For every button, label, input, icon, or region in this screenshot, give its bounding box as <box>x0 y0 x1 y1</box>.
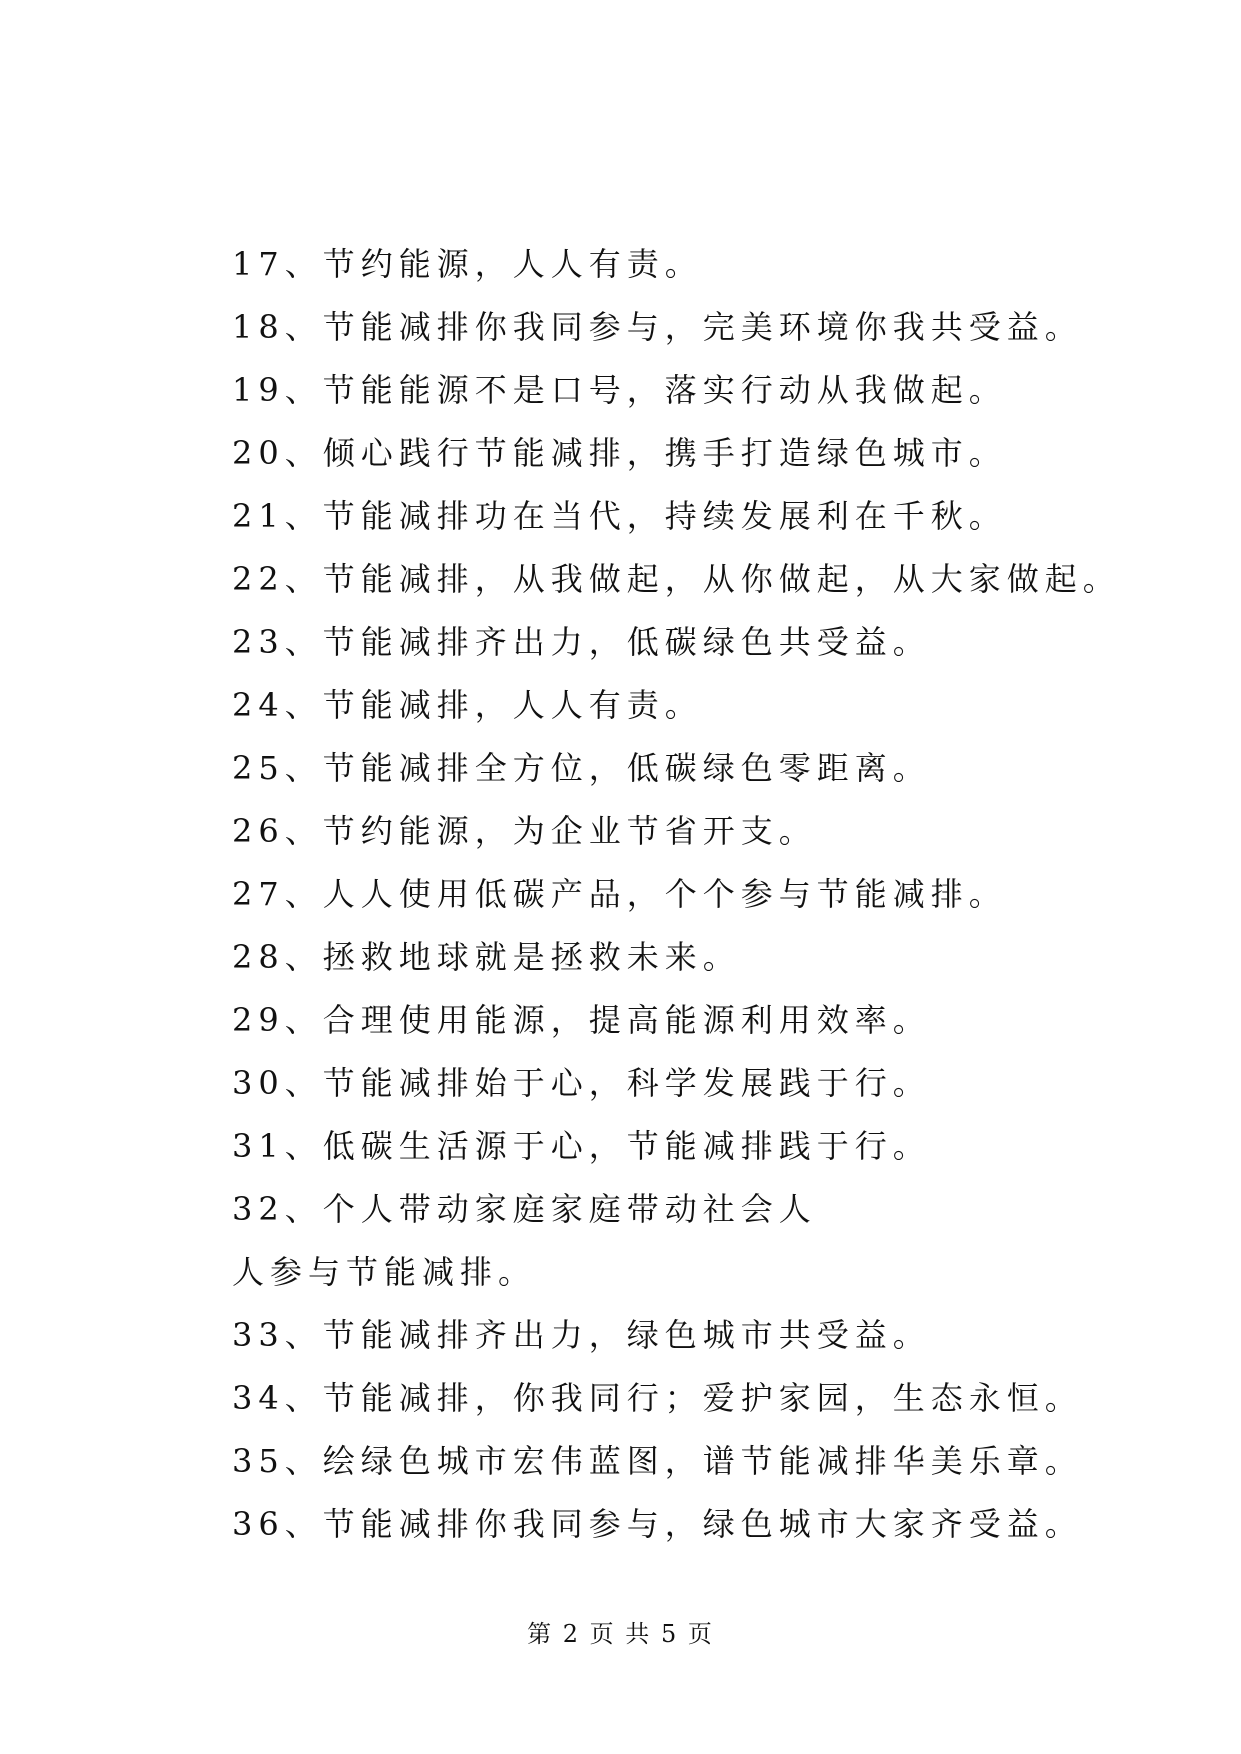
slogan-line-36: 36、节能减排你我同参与，绿色城市大家齐受益。 <box>232 1505 1083 1543</box>
slogan-list <box>232 233 1121 1556</box>
slogan-line-25: 25、节能减排全方位，低碳绿色零距离。 <box>232 749 931 787</box>
slogan-line-32-continued: 人参与节能减排。 <box>232 1253 537 1291</box>
slogan-line-22: 22、节能减排，从我做起，从你做起，从大家做起。 <box>232 560 1121 598</box>
slogan-line-35: 35、绘绿色城市宏伟蓝图，谱节能减排华美乐章。 <box>232 1442 1083 1480</box>
slogan-line-17: 17、节约能源，人人有责。 <box>232 245 703 283</box>
slogan-line-27: 27、人人使用低碳产品，个个参与节能减排。 <box>232 875 1007 913</box>
slogan-line-23: 23、节能减排齐出力，低碳绿色共受益。 <box>232 623 931 661</box>
slogan-line-18: 18、节能减排你我同参与，完美环境你我共受益。 <box>232 308 1083 346</box>
slogan-line-32: 32、个人带动家庭家庭带动社会人 <box>232 1190 817 1228</box>
page-number-footer: 第 2 页 共 5 页 <box>527 1620 714 1648</box>
slogan-line-21: 21、节能减排功在当代，持续发展利在千秋。 <box>232 497 1007 535</box>
slogan-line-30: 30、节能减排始于心，科学发展践于行。 <box>232 1064 931 1102</box>
slogan-line-28: 28、拯救地球就是拯救未来。 <box>232 938 741 976</box>
slogan-line-34: 34、节能减排，你我同行；爱护家园，生态永恒。 <box>232 1379 1083 1417</box>
slogan-line-26: 26、节约能源，为企业节省开支。 <box>232 812 817 850</box>
slogan-line-19: 19、节能能源不是口号，落实行动从我做起。 <box>232 371 1007 409</box>
slogan-line-20: 20、倾心践行节能减排，携手打造绿色城市。 <box>232 434 1007 472</box>
slogan-line-33: 33、节能减排齐出力，绿色城市共受益。 <box>232 1316 931 1354</box>
slogan-line-29: 29、合理使用能源，提高能源利用效率。 <box>232 1001 931 1039</box>
slogan-line-24: 24、节能减排，人人有责。 <box>232 686 703 724</box>
slogan-line-31: 31、低碳生活源于心，节能减排践于行。 <box>232 1127 931 1165</box>
